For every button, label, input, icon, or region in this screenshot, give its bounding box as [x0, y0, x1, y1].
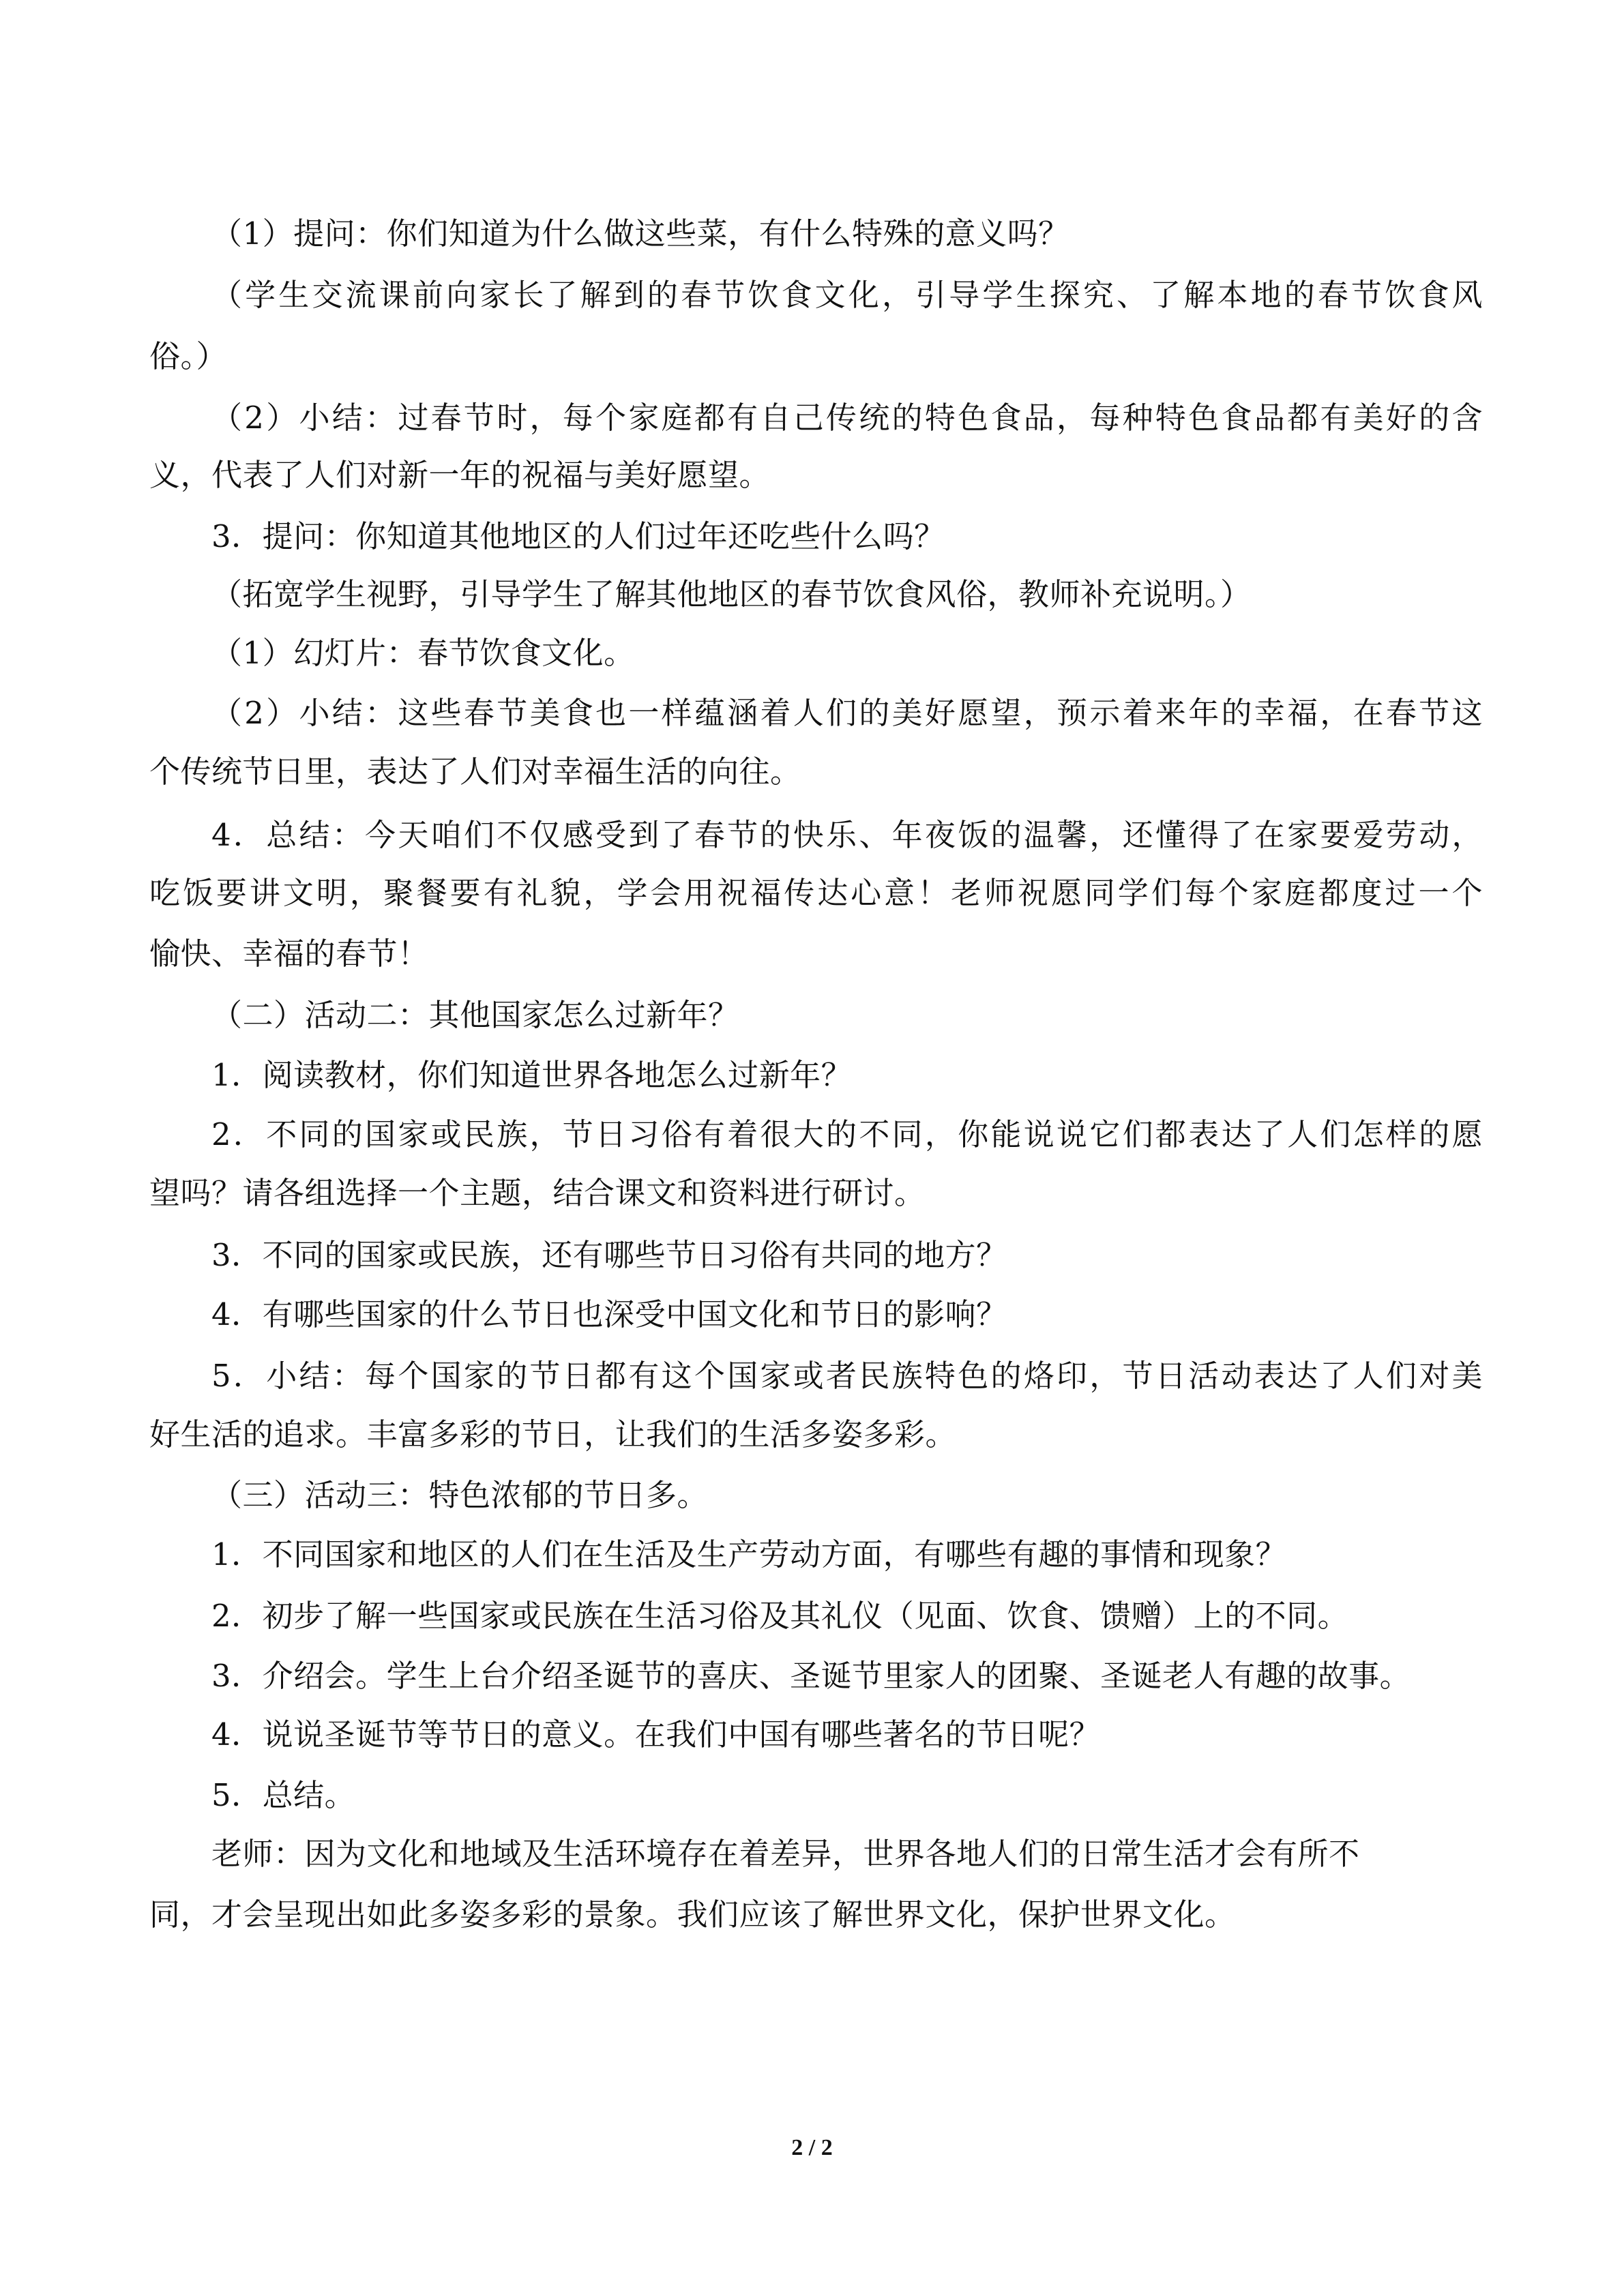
text-line: 望吗？请各组选择一个主题，结合课文和资料进行研讨。 [149, 1175, 926, 1211]
text-line: （拓宽学生视野，引导学生了解其他地区的春节饮食风俗，教师补充说明。） [211, 576, 1252, 612]
text-line: （三）活动三：特色浓郁的节日多。 [211, 1477, 709, 1513]
text-line: 5．总结。 [211, 1777, 356, 1813]
text-line: 3．不同的国家或民族，还有哪些节日习俗有共同的地方？ [211, 1237, 1007, 1273]
text-line: （学生交流课前向家长了解到的春节饮食文化，引导学生探究、了解本地的春节饮食风 [211, 277, 1483, 313]
text-line: （1）幻灯片：春节饮食文化。 [211, 635, 635, 671]
text-line: 2．初步了解一些国家或民族在生活习俗及其礼仪（见面、饮食、馈赠）上的不同。 [211, 1598, 1349, 1634]
text-line: （2）小结：这些春节美食也一样蕴涵着人们的美好愿望，预示着来年的幸福，在春节这 [211, 695, 1483, 731]
text-line: 3．提问：你知道其他地区的人们过年还吃些什么吗？ [211, 518, 945, 554]
text-line: 个传统节日里，表达了人们对幸福生活的向往。 [149, 754, 801, 790]
text-line: 吃饭要讲文明，聚餐要有礼貌，学会用祝福传达心意！老师祝愿同学们每个家庭都度过一个 [149, 875, 1483, 911]
text-line: 老师：因为文化和地域及生活环境存在着差异，世界各地人们的日常生活才会有所不 [211, 1836, 1360, 1872]
text-line: 4．总结：今天咱们不仅感受到了春节的快乐、年夜饭的温馨，还懂得了在家要爱劳动， [211, 817, 1483, 853]
text-line: 俗。） [149, 338, 228, 374]
text-line: 5．小结：每个国家的节日都有这个国家或者民族特色的烙印，节日活动表达了人们对美 [211, 1358, 1483, 1394]
text-line: 4．说说圣诞节等节日的意义。在我们中国有哪些著名的节日呢？ [211, 1716, 1101, 1753]
page-number: 2 / 2 [791, 2135, 833, 2160]
text-line: （2）小结：过春节时，每个家庭都有自己传统的特色食品，每种特色食品都有美好的含 [211, 400, 1483, 436]
text-line: 好生活的追求。丰富多彩的节日，让我们的生活多姿多彩。 [149, 1416, 957, 1452]
text-line: 义，代表了人们对新一年的祝福与美好愿望。 [149, 457, 771, 493]
text-line: 1．不同国家和地区的人们在生活及生产劳动方面，有哪些有趣的事情和现象？ [211, 1536, 1287, 1572]
text-line: 同，才会呈现出如此多姿多彩的景象。我们应该了解世界文化，保护世界文化。 [149, 1896, 1236, 1933]
text-line: 2．不同的国家或民族，节日习俗有着很大的不同，你能说说它们都表达了人们怎样的愿 [211, 1116, 1483, 1152]
text-line: 3．介绍会。学生上台介绍圣诞节的喜庆、圣诞节里家人的团聚、圣诞老人有趣的故事。 [211, 1658, 1411, 1694]
text-line: 愉快、幸福的春节！ [149, 936, 429, 972]
text-line: 4．有哪些国家的什么节日也深受中国文化和节日的影响？ [211, 1296, 1007, 1332]
text-line: （二）活动二：其他国家怎么过新年？ [211, 997, 739, 1033]
text-line: 1．阅读教材，你们知道世界各地怎么过新年？ [211, 1057, 853, 1093]
text-line: （1）提问：你们知道为什么做这些菜，有什么特殊的意义吗？ [211, 215, 1069, 252]
